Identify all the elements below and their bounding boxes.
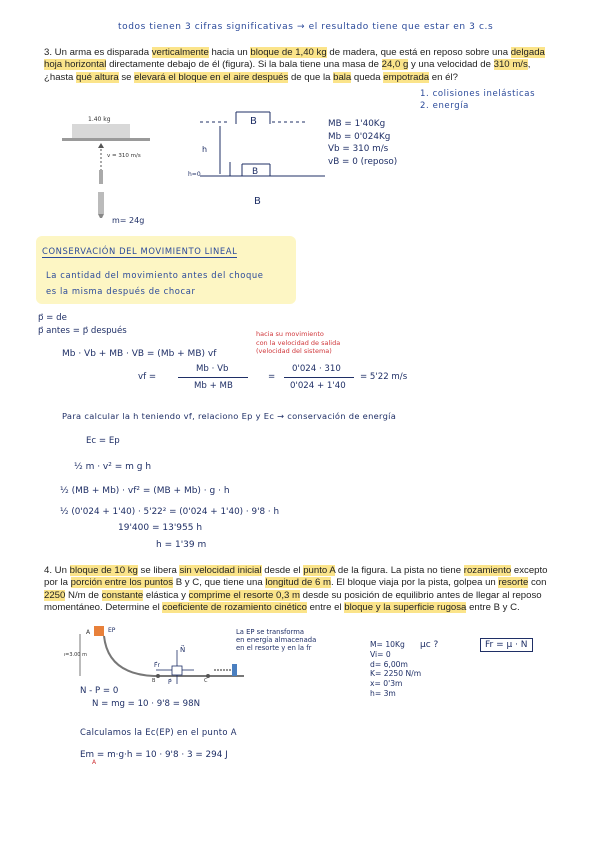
normal-eq-2: N = mg = 10 · 9'8 = 98N [92, 699, 201, 709]
highlighted-phrase: bloque y la superficie rugosa [344, 602, 467, 614]
energy-eq-4: 19'400 = 13'955 h [118, 523, 203, 533]
ep-note-1: La EP se transforma [236, 628, 305, 636]
statement-text: se libera [137, 565, 180, 576]
sketch-caption: B [254, 196, 261, 207]
given-K: K= 2250 N/m [370, 669, 422, 679]
bullet-mass: m= 24g [112, 216, 145, 225]
figure-velocity-label: v = 310 m/s [107, 153, 141, 159]
given-MB: MB = 1'40Kg [328, 119, 386, 129]
highlighted-phrase: longitud de 6 m [265, 577, 331, 589]
given-x: x= 0'3m [370, 679, 403, 689]
highlighted-phrase: constante [101, 589, 144, 601]
highlighted-phrase: coeficiente de rozamiento cinético [162, 602, 307, 614]
ep-note-2: en energía almacenada [236, 636, 317, 644]
fig-b-label: B [152, 678, 156, 684]
fig-height-label: h=3.00 m [64, 652, 87, 658]
highlighted-phrase: bala [333, 71, 352, 83]
conservation-line-1: La cantidad del movimiento antes del choque [46, 270, 264, 280]
height-sketch [180, 104, 330, 209]
note-2: 2. energía [420, 101, 469, 111]
highlighted-phrase: empotrada [383, 71, 430, 83]
conservation-box [36, 236, 296, 304]
highlighted-phrase: resorte [498, 577, 529, 589]
statement-text: N/m de [65, 589, 102, 601]
statement-text: 3. Un arma es disparada [44, 47, 152, 58]
problem-4-givens [370, 640, 421, 699]
statement-text: desde el [261, 565, 304, 576]
given-Vb: Vb = 310 m/s [328, 144, 389, 154]
statement-text: de que la [288, 71, 334, 83]
vf-numerator: Mb · Vb [196, 364, 229, 374]
ec-ep: Ec = Ep [86, 436, 120, 446]
problem-4-figure [64, 624, 254, 684]
p-conservation: p⃗ antes = p⃗ después [38, 326, 127, 336]
velocity-aside [256, 330, 340, 356]
fig-n-label: N⃗ [180, 646, 186, 654]
given-vi: Vi= 0 [370, 649, 391, 659]
statement-text: . El bloque viaja por la pista, golpea un [330, 577, 499, 589]
statement-text: en él? [429, 71, 458, 83]
note-1: 1. colisiones inelásticas [420, 89, 536, 99]
highlighted-phrase: qué altura [76, 71, 119, 83]
header-note: todos tienen 3 cifras significativas → el resultado tiene que estar en 3 c.s [118, 22, 494, 32]
sketch-block-bottom: B [252, 167, 259, 177]
momentum-equation: Mb · Vb + MB · VB = (Mb + MB) vf [62, 349, 217, 359]
sketch-block-top: B [250, 116, 257, 127]
energy-eq-2: ½ (MB + Mb) · vf² = (MB + Mb) · g · h [60, 486, 230, 496]
statement-text: con [528, 577, 547, 589]
p-definition: p⃗ = de [38, 313, 67, 323]
conservation-title: CONSERVACIÓN DEL MOVIMIENTO LINEAL [42, 246, 238, 256]
figure-block [72, 124, 130, 138]
vf-equals: = [268, 372, 276, 382]
vf-denominator: Mb + MB [194, 381, 233, 391]
vf-denominator-values: 0'024 + 1'40 [290, 381, 346, 391]
final-height: h = 1'39 m [156, 540, 207, 550]
highlighted-phrase: 2250 [44, 589, 66, 601]
given-VB: vB = 0 (reposo) [328, 156, 398, 167]
highlighted-phrase: bloque de 10 kg [69, 565, 138, 576]
highlighted-phrase: 310 m/s [493, 59, 528, 71]
statement-text: B y C, que tiene una [173, 577, 266, 589]
highlighted-phrase: rozamiento [463, 565, 512, 576]
problem-3-notes [420, 88, 535, 112]
given-Mb: Mb = 0'024Kg [328, 131, 391, 142]
given-h: h= 3m [370, 688, 396, 698]
problem-3-statement [44, 47, 554, 84]
statement-text: hacia un [208, 47, 251, 58]
energy-intro: Para calcular la h teniendo vf, relaciono Ep y Ec → conservación de energía [62, 411, 397, 421]
statement-text: directamente debajo de él (figura). Si la bala tiene una masa de [106, 59, 382, 71]
highlighted-phrase: porción entre los puntos [70, 577, 174, 589]
statement-text: , ¿hasta [44, 59, 531, 83]
ep-note [236, 628, 316, 652]
statement-text: de la figura. La pista no tiene [335, 565, 464, 576]
highlighted-phrase: elevará el bloque en el aire después [134, 71, 289, 83]
highlighted-phrase: bloque de 1,40 kg [250, 47, 327, 58]
given-d: d= 6,00m [370, 659, 408, 669]
mu-question: μc ? [420, 640, 439, 650]
statement-text: y una velocidad de [408, 59, 494, 71]
statement-text: queda [351, 71, 384, 83]
highlighted-phrase: comprime el resorte 0,3 m [188, 589, 300, 601]
problem-4-statement [44, 565, 558, 615]
highlighted-phrase: punto A [303, 565, 336, 576]
aside-line-2: con la velocidad de salida [256, 338, 341, 347]
highlighted-phrase: 24,0 g [381, 59, 409, 71]
statement-text: 4. Un [44, 565, 70, 576]
statement-text: entre B y C. [466, 602, 520, 614]
aside-line-1: hacia su movimiento [256, 330, 324, 338]
vf-result: = 5'22 m/s [360, 372, 408, 382]
fig-p-label: P⃗ [168, 679, 172, 684]
statement-text: excepto por la [44, 565, 548, 589]
fig-fr-label: F⃗r [154, 662, 160, 669]
figure-block-label: 1.40 kg [88, 116, 111, 123]
statement-text: desde su posición de equilibrio antes de llegar al reposo momentáneo. Determine el [44, 589, 542, 614]
given-M: M= 10Kg [370, 640, 405, 649]
figure-block-A [94, 626, 104, 636]
energy-eq-3: ½ (0'024 + 1'40) · 5'22² = (0'024 + 1'40) · 9'8 · h [60, 507, 280, 517]
ep-intro: Calculamos la Ec(EP) en el punto A [80, 727, 237, 737]
aside-line-3: (velocidad del sistema) [256, 347, 332, 355]
friction-formula: Fr = μ · N [480, 638, 533, 652]
statement-text: de madera, que está en reposo sobre una [326, 47, 511, 58]
energy-eq-1: ½ m · v² = m g h [74, 462, 152, 472]
fig-c-label: C [204, 678, 208, 684]
highlighted-phrase: sin velocidad inicial [179, 565, 262, 576]
fig-ep-label: EP [108, 627, 116, 634]
vf-numerator-values: 0'024 · 310 [292, 364, 341, 374]
normal-eq-1: N - P = 0 [80, 686, 119, 696]
sketch-h-label: h [202, 145, 208, 154]
highlighted-phrase: verticalmente [151, 47, 209, 58]
problem-3-figure [62, 112, 162, 222]
conservation-line-2: es la misma después de chocar [46, 286, 196, 296]
ep-note-3: en el resorte y en la fr [236, 644, 312, 652]
vf-lhs: vf = [138, 372, 157, 382]
statement-text: se [118, 71, 135, 83]
figure-sheet [62, 138, 150, 141]
problem-3-givens [328, 118, 397, 168]
sketch-h0-label: h=0 [188, 171, 201, 178]
highlighted-phrase: delgada hoja horizontal [44, 47, 545, 71]
statement-text: entre el [306, 602, 345, 614]
em-subscript: A [92, 759, 97, 766]
mechanical-energy: Em = m·g·h = 10 · 9'8 · 3 = 294 J [80, 750, 228, 760]
statement-text: elástica y [143, 589, 189, 601]
fig-a-label: A [86, 629, 91, 636]
